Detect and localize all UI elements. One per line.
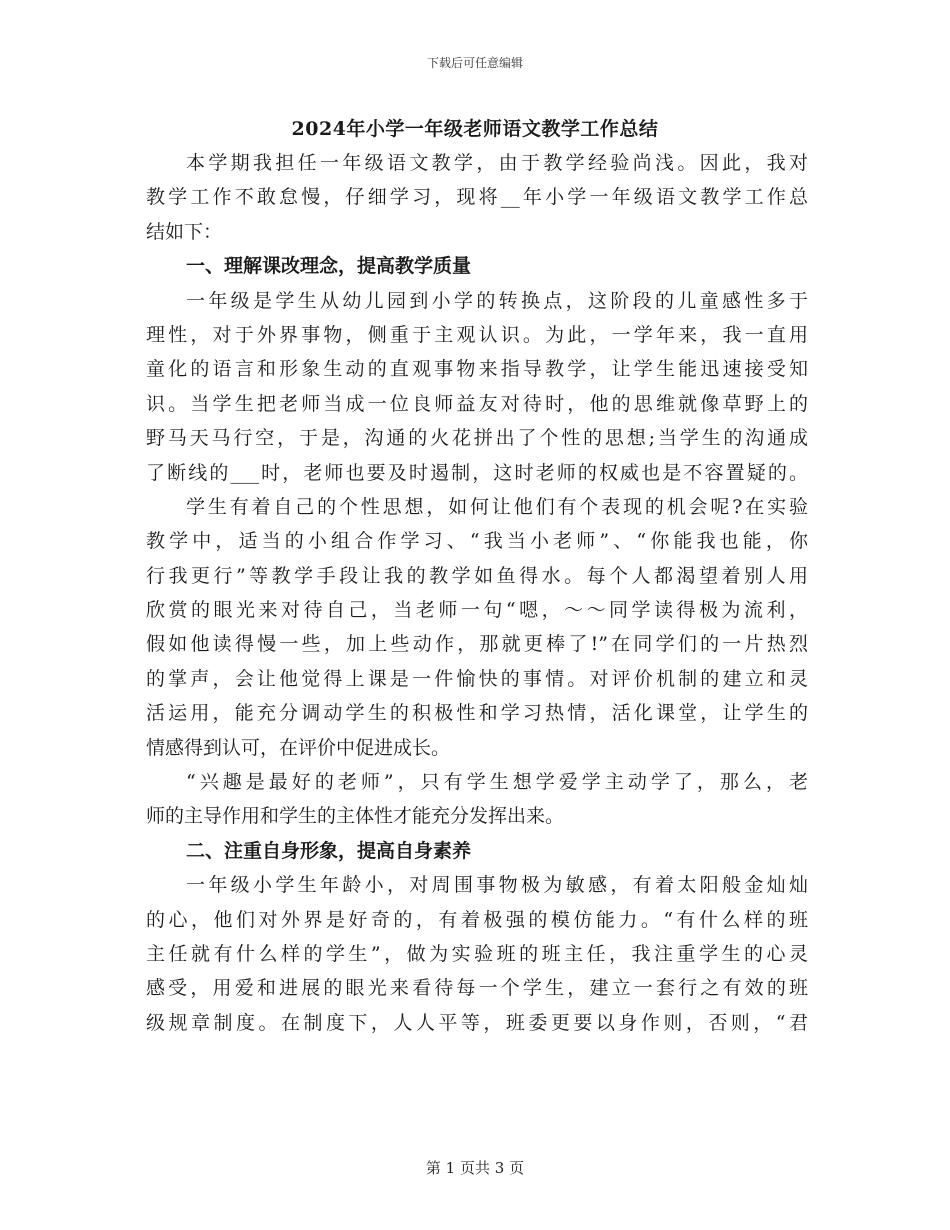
body-text-line: 行我更行”等教学手段让我的教学如鱼得水。每个人都渴望着别人用 xyxy=(146,564,808,587)
body-text-line: 学生有着自己的个性思想，如何让他们有个表现的机会呢?在实验 xyxy=(186,495,808,518)
body-text-line: 级规章制度。在制度下，人人平等，班委更要以身作则，否则，“君 xyxy=(146,1011,808,1034)
body-text-line: 教学工作不敢怠慢，仔细学习，现将__年小学一年级语文教学工作总 xyxy=(146,186,808,209)
body-text-line: 感受，用爱和进展的眼光来看待每一个学生，建立一套行之有效的班 xyxy=(146,977,808,1000)
body-text-line: 的心，他们对外界是好奇的，有着极强的模仿能力。“有什么样的班 xyxy=(146,908,808,931)
body-text-line: 活运用，能充分调动学生的积极性和学习热情，活化课堂，让学生的 xyxy=(146,702,808,725)
body-text-line: 本学期我担任一年级语文教学，由于教学经验尚浅。因此，我对 xyxy=(186,152,808,174)
document-body xyxy=(146,146,808,1040)
section-heading: 一、理解课改理念，提高教学质量 xyxy=(186,255,472,278)
page-footer: 第 1 页共 3 页 xyxy=(425,1159,525,1177)
body-text-line: 童化的语言和形象生动的直观事物来指导教学，让学生能迅速接受知 xyxy=(146,358,808,381)
header-note: 下载后可任意编辑 xyxy=(426,56,523,70)
body-text-line: 结如下： xyxy=(146,220,223,243)
body-text-line: 识。当学生把老师当成一位良师益友对待时，他的思维就像草野上的 xyxy=(146,392,808,415)
body-text-line: 的掌声，会让他觉得上课是一件愉快的事情。对评价机制的建立和灵 xyxy=(146,667,808,690)
body-text-line: 理性，对于外界事物，侧重于主观认识。为此，一学年来，我一直用 xyxy=(146,323,808,346)
body-text-line: 野马天马行空，于是，沟通的火花拼出了个性的思想;当学生的沟通成 xyxy=(146,427,808,450)
body-text-line: 欣赏的眼光来对待自己，当老师一句“嗯，～～同学读得极为流利， xyxy=(146,599,808,622)
body-text-line: 假如他读得慢一些，加上些动作，那就更棒了!”在同学们的一片热烈 xyxy=(146,633,808,656)
body-text-line: 一年级是学生从幼儿园到小学的转换点，这阶段的儿童感性多于 xyxy=(186,289,808,312)
body-text-line: 师的主导作用和学生的主体性才能充分发挥出来。 xyxy=(146,805,565,828)
body-text-line: 了断线的___时，老师也要及时遏制，这时老师的权威也是不容置疑的。 xyxy=(146,461,808,484)
document-title: 2024年小学一年级老师语文教学工作总结 xyxy=(291,118,659,140)
body-text-line: 一年级小学生年龄小，对周围事物极为敏感，有着太阳般金灿灿 xyxy=(186,874,808,897)
section-heading: 二、注重自身形象，提高自身素养 xyxy=(186,839,472,862)
body-text-line: 主任就有什么样的学生”，做为实验班的班主任，我注重学生的心灵 xyxy=(146,942,808,965)
body-text-line: “兴趣是最好的老师”，只有学生想学爱学主动学了，那么，老 xyxy=(186,771,808,794)
body-text-line: 情感得到认可，在评价中促进成长。 xyxy=(146,736,451,759)
body-text-line: 教学中，适当的小组合作学习、“我当小老师”、“你能我也能，你 xyxy=(146,530,808,553)
